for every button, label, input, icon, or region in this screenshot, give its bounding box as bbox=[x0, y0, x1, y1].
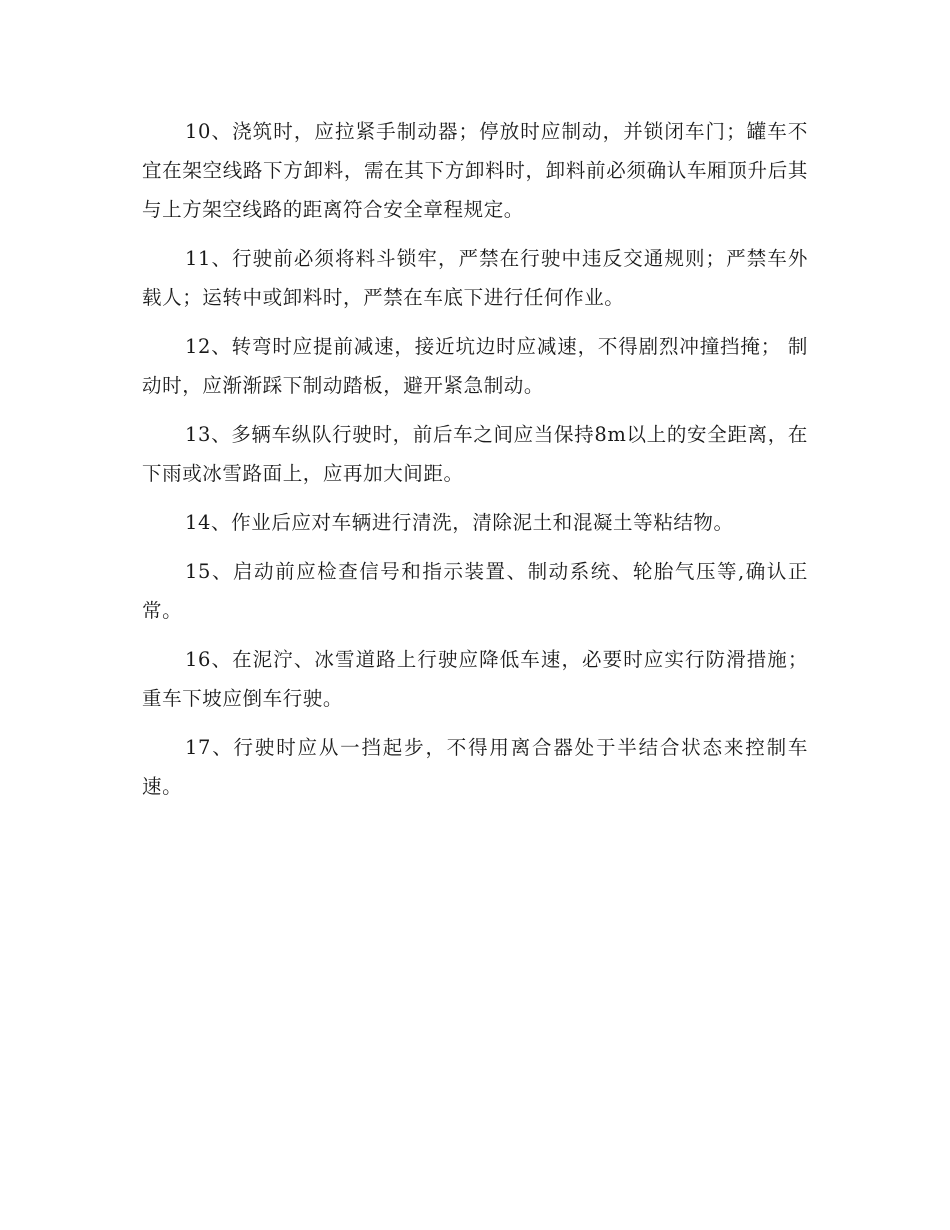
paragraph-13: 13、多辆车纵队行驶时，前后车之间应当保持8m以上的安全距离，在下雨或冰雪路面上，应再加大间距。 bbox=[142, 423, 808, 485]
paragraph-17: 17、行驶时应从一挡起步，不得用离合器处于半结合状态来控制车速。 bbox=[142, 736, 808, 798]
paragraph-12: 12、转弯时应提前减速，接近坑边时应减速，不得剧烈冲撞挡掩； 制动时，应渐渐踩下制动踏板，避开紧急制动。 bbox=[142, 335, 808, 397]
paragraph-16: 16、在泥泞、冰雪道路上行驶应降低车速，必要时应实行防滑措施；重车下坡应倒车行驶。 bbox=[142, 648, 808, 710]
paragraph-10: 10、浇筑时，应拉紧手制动器；停放时应制动，并锁闭车门；罐车不宜在架空线路下方卸料，需在其下方卸料时，卸料前必须确认车厢顶升后其与上方架空线路的距离符合安全章程规定。 bbox=[142, 120, 808, 221]
paragraph-15: 15、启动前应检查信号和指示装置、制动系统、轮胎气压等,确认正常。 bbox=[142, 560, 808, 622]
paragraph-14: 14、作业后应对车辆进行清洗，清除泥土和混凝土等粘结物。 bbox=[185, 511, 734, 534]
paragraph-11: 11、行驶前必须将料斗锁牢，严禁在行驶中违反交通规则；严禁车外载人；运转中或卸料时，严禁在车底下进行任何作业。 bbox=[142, 247, 808, 309]
document-body bbox=[142, 112, 808, 816]
